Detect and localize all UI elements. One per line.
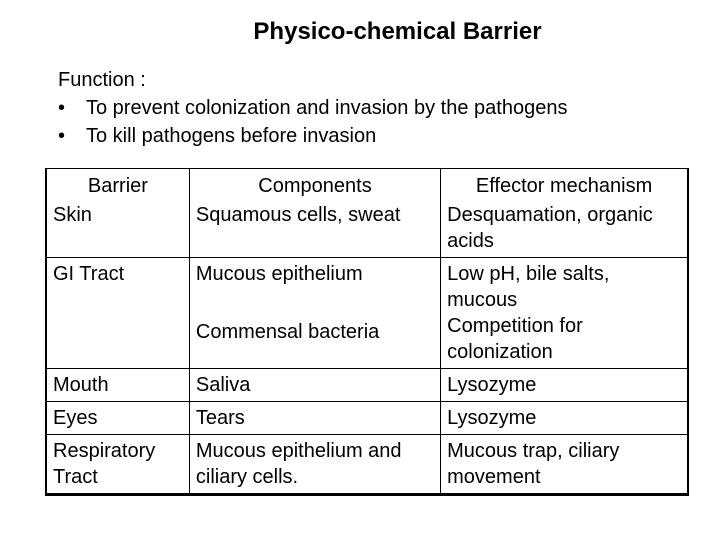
header-components: Components: [189, 169, 440, 200]
effector-text: Desquamation, organic: [447, 204, 653, 226]
component-text: Squamous cells, sweat: [195, 204, 401, 226]
header-effector: Effector mechanism: [441, 169, 688, 200]
cell-barrier: Mouth: [46, 369, 189, 402]
cell-effector: [441, 258, 688, 369]
table-header-row: [46, 169, 688, 200]
component-text: ciliary cells.: [195, 466, 299, 488]
cell-components: [189, 199, 440, 258]
cell-barrier: GI Tract: [46, 258, 189, 369]
table-row: [46, 435, 688, 495]
cell-barrier: Eyes: [46, 402, 189, 435]
cell-effector: [441, 369, 688, 402]
component-text: Mucous epithelium and: [195, 440, 402, 462]
table-row: [46, 402, 688, 435]
function-section: [58, 66, 567, 150]
cell-barrier: Skin: [46, 199, 189, 258]
effector-text: movement: [447, 466, 541, 488]
bullet-icon: •: [58, 97, 66, 119]
effector-text: Competition for: [447, 315, 583, 337]
function-heading: Function :: [58, 69, 146, 91]
effector-text: mucous: [447, 289, 518, 311]
cell-components: [189, 258, 440, 369]
cell-barrier: [46, 435, 189, 495]
effector-text: colonization: [447, 341, 553, 363]
component-text: Commensal bacteria: [195, 321, 380, 343]
cell-effector: [441, 199, 688, 258]
cell-components: [189, 435, 440, 495]
list-item: [58, 94, 567, 122]
effector-text: acids: [447, 230, 494, 252]
list-item: [58, 122, 567, 150]
table-row: [46, 199, 688, 258]
table-row: [46, 369, 688, 402]
barrier-text: Tract: [53, 466, 98, 488]
bullet-icon: •: [58, 125, 66, 147]
bullet-text: To kill pathogens before invasion: [86, 125, 377, 147]
effector-text: Low pH, bile salts,: [447, 263, 610, 285]
header-barrier: Barrier: [46, 169, 189, 200]
cell-components: [189, 369, 440, 402]
bullet-text: To prevent colonization and invasion by the pathogens: [86, 97, 568, 119]
barrier-table: [45, 168, 689, 496]
effector-text: Lysozyme: [447, 407, 537, 429]
component-text: Saliva: [195, 374, 251, 396]
component-text: Mucous epithelium: [195, 263, 363, 285]
effector-text: Mucous trap, ciliary: [447, 440, 620, 462]
table-row: [46, 258, 688, 369]
component-text: Tears: [195, 407, 245, 429]
cell-effector: [441, 435, 688, 495]
cell-components: [189, 402, 440, 435]
effector-text: Lysozyme: [447, 374, 537, 396]
cell-effector: [441, 402, 688, 435]
page-title: Physico-chemical Barrier: [253, 18, 542, 45]
barrier-text: Respiratory: [53, 440, 156, 462]
